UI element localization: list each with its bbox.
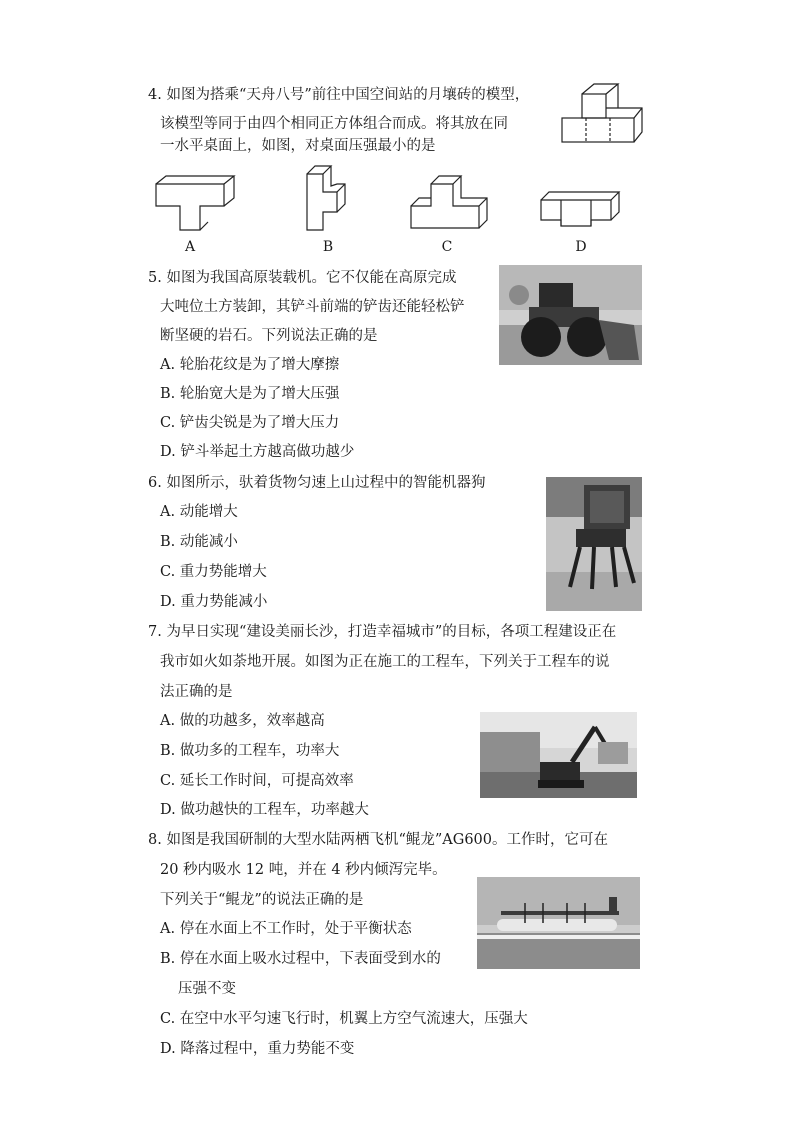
option-c-figure <box>405 170 495 235</box>
q8-line-2: 20 秒内吸水 12 吨，并在 4 秒内倾泻完毕。 <box>160 862 447 878</box>
option-b-label: B <box>322 239 334 255</box>
q8-option-d: D. 降落过程中，重力势能不变 <box>160 1041 355 1057</box>
q6-option-c: C. 重力势能增大 <box>160 564 267 580</box>
q5-option-d: D. 铲斗举起土方越高做功越少 <box>160 444 355 460</box>
option-a-figure <box>150 170 240 235</box>
q7-option-d: D. 做功越快的工程车，功率越大 <box>160 802 369 818</box>
q5-option-b: B. 轮胎宽大是为了增大压强 <box>160 386 340 402</box>
loader-photo <box>499 265 642 365</box>
q4-line-3: 一水平桌面上，如图，对桌面压强最小的是 <box>160 138 436 154</box>
seaplane-photo <box>477 877 640 969</box>
option-d-label: D <box>575 239 587 255</box>
option-a-label: A <box>184 239 196 255</box>
moon-brick-model-figure <box>558 80 648 150</box>
q8-option-b: B. 停在水面上吸水过程中，下表面受到水的 <box>160 951 441 967</box>
q7-option-c: C. 延长工作时间，可提高效率 <box>160 773 354 789</box>
q5-line-1: 5. 如图为我国高原装载机。它不仅能在高原完成 <box>148 270 457 286</box>
option-d-figure <box>535 180 625 235</box>
q6-option-b: B. 动能减小 <box>160 534 238 550</box>
q7-line-1: 7. 为早日实现“建设美丽长沙，打造幸福城市”的目标，各项工程建设正在 <box>148 624 617 640</box>
q8-line-3: 下列关于“鲲龙”的说法正确的是 <box>160 892 364 908</box>
q7-line-3: 法正确的是 <box>160 684 233 700</box>
q4-line-1: 4. 如图为搭乘“天舟八号”前往中国空间站的月壤砖的模型， <box>148 87 530 103</box>
q6-line-1: 6. 如图所示，驮着货物匀速上山过程中的智能机器狗 <box>148 475 486 491</box>
q7-option-b: B. 做功多的工程车，功率大 <box>160 743 340 759</box>
q5-line-3: 断坚硬的岩石。下列说法正确的是 <box>160 328 378 344</box>
q5-option-c: C. 铲齿尖锐是为了增大压力 <box>160 415 340 431</box>
robot-dog-photo <box>546 477 642 611</box>
q7-line-2: 我市如火如荼地开展。如图为正在施工的工程车，下列关于工程车的说 <box>160 654 610 670</box>
q8-option-b-cont: 压强不变 <box>178 981 236 997</box>
option-b-figure <box>293 160 363 235</box>
option-c-label: C <box>441 239 453 255</box>
q8-option-a: A. 停在水面上不工作时，处于平衡状态 <box>160 921 412 937</box>
q8-line-1: 8. 如图是我国研制的大型水陆两栖飞机“鲲龙”AG600。工作时，它可在 <box>148 832 608 848</box>
q5-option-a: A. 轮胎花纹是为了增大摩擦 <box>160 357 340 373</box>
q6-option-a: A. 动能增大 <box>160 504 238 520</box>
q6-option-d: D. 重力势能减小 <box>160 594 268 610</box>
q7-option-a: A. 做的功越多，效率越高 <box>160 713 325 729</box>
q4-line-2: 该模型等同于由四个相同正方体组合而成。将其放在同 <box>160 116 508 132</box>
q5-line-2: 大吨位土方装卸，其铲斗前端的铲齿还能轻松铲 <box>160 299 465 315</box>
excavator-photo <box>480 712 637 798</box>
q8-option-c: C. 在空中水平匀速飞行时，机翼上方空气流速大，压强大 <box>160 1011 528 1027</box>
